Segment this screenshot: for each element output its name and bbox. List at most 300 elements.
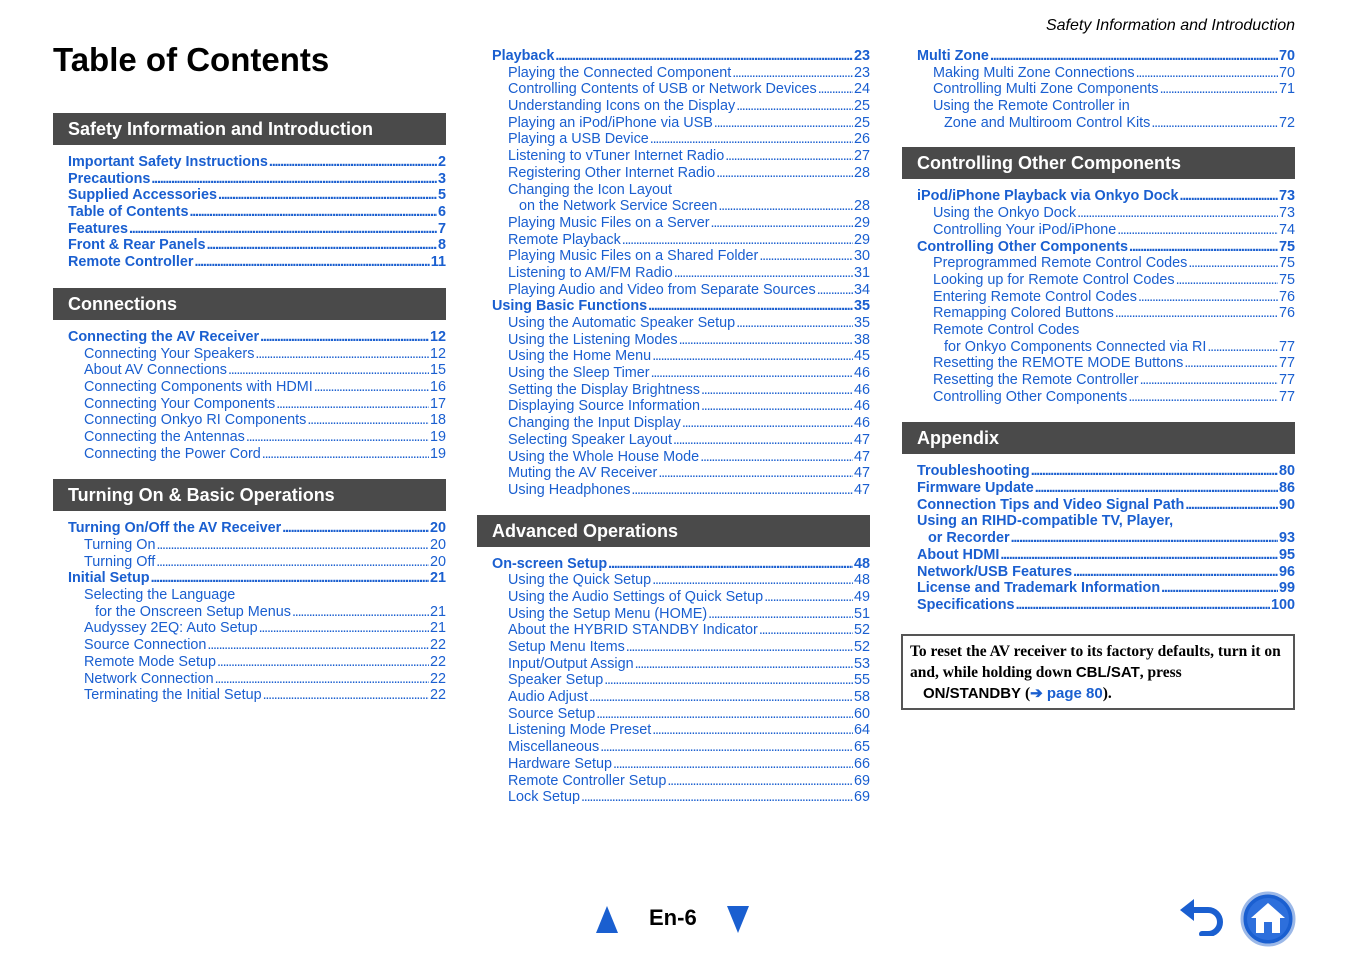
toc-entry-initial-setup[interactable] — [53, 570, 446, 587]
toc-entry-controlling-your-ipod-iphone[interactable] — [902, 222, 1295, 239]
toc-entry-page: 77 — [1278, 388, 1295, 405]
toc-entry-precautions[interactable] — [53, 171, 446, 188]
dot-leader — [596, 706, 853, 723]
toc-entry-label: Playback — [492, 48, 555, 64]
dot-leader — [701, 398, 853, 415]
toc-entry-playing-a-usb-device[interactable] — [477, 131, 870, 148]
toc-entry-connecting-components-with-hdmi[interactable] — [53, 379, 446, 396]
toc-entry-label: Resetting the Remote Controller — [933, 372, 1139, 388]
toc-entry-understanding-icons-on-the-display[interactable] — [477, 98, 870, 115]
toc-entry-page: 21 — [429, 603, 446, 620]
toc-entry-multi-zone[interactable] — [902, 48, 1295, 65]
toc-entry-label: Entering Remote Control Codes — [933, 288, 1137, 305]
dot-leader — [1207, 339, 1278, 356]
dot-leader — [1129, 239, 1278, 256]
toc-entry-selecting-speaker-layout[interactable] — [477, 432, 870, 449]
back-arrow-icon[interactable] — [1180, 896, 1228, 936]
toc-entry-label: Using the Whole House Mode — [508, 448, 700, 465]
dot-leader — [718, 198, 853, 215]
toc-entry-turning-off[interactable] — [53, 554, 446, 571]
toc-entry-playing-music-files-on-a-shared-folder[interactable] — [477, 248, 870, 265]
toc-entry-label: Source Setup — [508, 705, 596, 722]
toc-entry-page: 90 — [1278, 496, 1295, 513]
dot-leader — [1184, 355, 1278, 372]
factory-reset-note — [901, 634, 1295, 710]
toc-entry-preprogrammed-remote-control-codes[interactable] — [902, 255, 1295, 272]
toc-entry-on-screen-setup[interactable] — [477, 556, 870, 573]
toc-entry-turning-on-off-the-av-receiver[interactable] — [53, 520, 446, 537]
toc-entry-label: Changing the Input Display — [508, 415, 681, 432]
toc-entry-network-usb-features[interactable] — [902, 564, 1295, 581]
toc-entry-label: Using the Quick Setup — [508, 572, 652, 589]
toc-entry-using-an-rihd-compatible-tv-player[interactable] — [902, 513, 1295, 530]
toc-entry-about-the-hybrid-standby-indicator[interactable] — [477, 622, 870, 639]
toc-entry-page: 12 — [429, 345, 446, 362]
toc-entry-hardware-setup[interactable] — [477, 756, 870, 773]
toc-entry-connecting-the-antennas[interactable] — [53, 429, 446, 446]
dot-leader — [1138, 289, 1278, 306]
dot-leader — [1000, 547, 1278, 564]
toc-entry-on-the-network-service-screen[interactable] — [477, 198, 870, 215]
dot-leader — [276, 396, 429, 413]
dot-leader — [1035, 480, 1278, 497]
toc-entry-terminating-the-initial-setup[interactable] — [53, 687, 446, 704]
toc-entry-page: 72 — [1278, 114, 1295, 131]
toc-entry-label: Playing the Connected Component — [508, 64, 732, 81]
toc-entry-label: or Recorder — [928, 530, 1010, 547]
toc-entry-page: 35 — [853, 315, 870, 331]
toc-entry-for-the-onscreen-setup-menus[interactable] — [53, 604, 446, 621]
page-up-icon[interactable] — [596, 906, 618, 933]
toc-entry-label: Turning On/Off the AV Receiver — [68, 520, 282, 537]
toc-entry-label: Network/USB Features — [917, 563, 1073, 580]
toc-entry-page: 12 — [429, 328, 446, 345]
dot-leader — [1016, 597, 1270, 614]
toc-entry-label: Using the Automatic Speaker Setup — [508, 315, 736, 331]
dot-leader — [215, 671, 429, 688]
toc-entry-page: 70 — [1278, 48, 1295, 64]
toc-entry-page: 28 — [853, 164, 870, 181]
toc-entry-using-the-automatic-speaker-setup[interactable] — [477, 315, 870, 332]
dot-leader — [1160, 81, 1278, 98]
toc-entry-label: Precautions — [68, 170, 151, 187]
dot-leader — [648, 298, 853, 315]
toc-entry-using-the-whole-house-mode[interactable] — [477, 449, 870, 466]
toc-entry-label: Remote Control Codes — [933, 321, 1080, 338]
toc-entry-page: 53 — [853, 655, 870, 672]
toc-entry-displaying-source-information[interactable] — [477, 398, 870, 415]
toc-section-safety-information-and-introduction — [53, 113, 446, 271]
toc-entry-page: 16 — [429, 378, 446, 395]
dot-leader — [759, 248, 853, 265]
toc-entry-changing-the-icon-layout[interactable] — [477, 182, 870, 199]
toc-entry-connecting-the-power-cord[interactable] — [53, 446, 446, 463]
toc-entry-remote-playback[interactable] — [477, 232, 870, 249]
toc-entry-registering-other-internet-radio[interactable] — [477, 165, 870, 182]
toc-entry-label: Listening to AM/FM Radio — [508, 264, 673, 281]
toc-entry-page: 47 — [853, 431, 870, 448]
toc-entry-page: 7 — [437, 220, 446, 237]
toc-entry-playing-music-files-on-a-server[interactable] — [477, 215, 870, 232]
toc-section-turning-on-basic-operations — [53, 479, 446, 704]
toc-entry-page: 80 — [1278, 463, 1295, 480]
toc-entry-page: 30 — [853, 248, 870, 265]
toc-entry-label: About the HYBRID STANDBY Indicator — [508, 622, 758, 639]
toc-entry-speaker-setup[interactable] — [477, 672, 870, 689]
dot-leader — [1077, 205, 1278, 222]
toc-entry-setup-menu-items[interactable] — [477, 639, 870, 656]
toc-entry-label: Remote Mode Setup — [84, 653, 216, 670]
note-key-on-standby: ON/STANDBY — [923, 685, 1022, 702]
toc-entry-playing-the-connected-component[interactable] — [477, 65, 870, 82]
toc-entry-page: 29 — [853, 231, 870, 248]
toc-entry-specifications[interactable] — [902, 597, 1295, 614]
toc-entry-page: 77 — [1278, 355, 1295, 372]
toc-entry-table-of-contents[interactable] — [53, 204, 446, 221]
toc-entry-page: 66 — [853, 755, 870, 772]
toc-entry-page: 11 — [430, 254, 446, 271]
toc-entry-page: 19 — [429, 445, 446, 462]
toc-entry-page: 69 — [853, 789, 870, 806]
toc-entry-page: 99 — [1278, 580, 1295, 597]
toc-entry-looking-up-for-remote-control-codes[interactable] — [902, 272, 1295, 289]
dot-leader — [307, 412, 429, 429]
dot-leader — [626, 639, 853, 656]
dot-leader — [764, 589, 853, 606]
toc-entry-label: Controlling Contents of USB or Network Devices — [508, 81, 817, 98]
toc-entry-label: Muting the AV Receiver — [508, 465, 658, 482]
toc-entry-page: 100 — [1270, 596, 1295, 613]
toc-section-advanced-operations — [477, 515, 870, 806]
toc-entry-using-the-sleep-timer[interactable] — [477, 365, 870, 382]
toc-entry-label: Controlling Your iPod/iPhone — [933, 221, 1117, 238]
toc-entry-page: 25 — [853, 114, 870, 131]
dot-leader — [673, 432, 853, 449]
toc-entry-page: 74 — [1278, 221, 1295, 238]
toc-entry-label: Displaying Source Information — [508, 398, 700, 415]
toc-entry-label: On-screen Setup — [492, 555, 608, 572]
toc-entry-page: 75 — [1278, 271, 1295, 288]
toc-entry-connecting-your-components[interactable] — [53, 396, 446, 413]
toc-entry-features[interactable] — [53, 221, 446, 238]
dot-leader — [732, 65, 853, 82]
toc-entry-using-the-remote-controller-in[interactable] — [902, 98, 1295, 115]
toc-entry-connecting-the-av-receiver[interactable] — [53, 329, 446, 346]
toc-entry-using-the-listening-modes[interactable] — [477, 332, 870, 349]
toc-entry-connection-tips-and-video-signal-path[interactable] — [902, 497, 1295, 514]
section-heading: Controlling Other Components — [902, 147, 1295, 179]
toc-entry-page: 69 — [853, 772, 870, 789]
dot-leader — [818, 81, 853, 98]
toc-entry-page: 95 — [1278, 546, 1295, 563]
toc-entry-or-recorder[interactable] — [902, 530, 1295, 547]
toc-entry-page: 75 — [1278, 255, 1295, 272]
toc-list — [53, 520, 446, 704]
dot-leader — [1117, 222, 1278, 239]
toc-entry-turning-on[interactable] — [53, 537, 446, 554]
note-page-link[interactable] — [1030, 685, 1103, 702]
toc-entry-muting-the-av-receiver[interactable] — [477, 465, 870, 482]
dot-leader — [652, 572, 853, 589]
toc-entry-controlling-other-components[interactable] — [902, 239, 1295, 256]
toc-entry-setting-the-display-brightness[interactable] — [477, 382, 870, 399]
toc-entry-page: 93 — [1278, 530, 1295, 547]
section-heading: Appendix — [902, 422, 1295, 454]
dot-leader — [736, 315, 853, 332]
section-heading: Connections — [53, 288, 446, 320]
dot-leader — [156, 537, 429, 554]
toc-entry-remote-controller[interactable] — [53, 254, 446, 271]
toc-entry-label: Changing the Icon Layout — [508, 181, 673, 198]
toc-entry-label: Important Safety Instructions — [68, 154, 268, 170]
toc-entry-source-connection[interactable] — [53, 637, 446, 654]
toc-entry-page: 52 — [853, 622, 870, 639]
dot-leader — [701, 382, 853, 399]
toc-entry-label: Table of Contents — [68, 204, 189, 221]
toc-entry-label: Initial Setup — [68, 570, 150, 587]
toc-entry-using-the-home-menu[interactable] — [477, 348, 870, 365]
toc-entry-page: 47 — [853, 465, 870, 482]
toc-entry-audio-adjust[interactable] — [477, 689, 870, 706]
toc-entry-page: 20 — [429, 520, 446, 537]
dot-leader — [246, 429, 429, 446]
toc-entry-label: Playing an iPod/iPhone via USB — [508, 114, 713, 131]
toc-entry-page: 47 — [853, 481, 870, 498]
toc-entry-page: 71 — [1278, 81, 1295, 98]
toc-entry-listening-to-am-fm-radio[interactable] — [477, 265, 870, 282]
toc-entry-making-multi-zone-connections[interactable] — [902, 65, 1295, 82]
toc-entry-remote-mode-setup[interactable] — [53, 654, 446, 671]
dot-leader — [1011, 530, 1278, 547]
toc-entry-page: 19 — [429, 428, 446, 445]
home-icon[interactable] — [1240, 891, 1296, 947]
toc-entry-page: 55 — [853, 672, 870, 689]
toc-entry-page: 15 — [429, 362, 446, 379]
dot-leader — [581, 789, 853, 806]
header-title: Safety Information and Introduction — [1045, 17, 1295, 34]
toc-entry-about-av-connections[interactable] — [53, 362, 446, 379]
toc-entry-listening-to-vtuner-internet-radio[interactable] — [477, 148, 870, 165]
toc-entry-label: Selecting Speaker Layout — [508, 431, 673, 448]
dot-leader — [716, 165, 853, 182]
arrow-right-icon: ➔ — [1030, 685, 1043, 702]
toc-entry-controlling-contents-of-usb-or-network-devices[interactable] — [477, 81, 870, 98]
toc-entry-using-basic-functions[interactable] — [477, 298, 870, 315]
dot-leader — [651, 365, 853, 382]
dot-leader — [228, 362, 429, 379]
dot-leader — [207, 237, 437, 254]
toc-entry-label: Controlling Other Components — [917, 238, 1129, 255]
toc-entry-using-the-audio-settings-of-quick-setup[interactable] — [477, 589, 870, 606]
toc-entry-miscellaneous[interactable] — [477, 739, 870, 756]
toc-entry-label: Using the Audio Settings of Quick Setup — [508, 588, 764, 605]
toc-entry-listening-mode-preset[interactable] — [477, 722, 870, 739]
toc-entry-playing-audio-and-video-from-separate-sources[interactable] — [477, 282, 870, 299]
toc-entry-page: 17 — [429, 395, 446, 412]
dot-leader — [658, 465, 853, 482]
toc-entry-page: 22 — [429, 687, 446, 704]
toc-entry-entering-remote-control-codes[interactable] — [902, 289, 1295, 306]
toc-entry-label: Remote Playback — [508, 231, 621, 248]
toc-list — [902, 188, 1295, 405]
toc-entry-resetting-the-remote-controller[interactable] — [902, 372, 1295, 389]
toc-entry-label: Registering Other Internet Radio — [508, 164, 716, 181]
section-heading: Turning On & Basic Operations — [53, 479, 446, 511]
dot-leader — [269, 154, 437, 171]
toc-entry-zone-and-multiroom-control-kits[interactable] — [902, 115, 1295, 132]
toc-entry-page: 25 — [853, 98, 870, 115]
toc-entry-connecting-onkyo-ri-components[interactable] — [53, 412, 446, 429]
dot-leader — [259, 620, 429, 637]
toc-entry-firmware-update[interactable] — [902, 480, 1295, 497]
toc-entry-using-the-onkyo-dock[interactable] — [902, 205, 1295, 222]
toc-entry-input-output-assign[interactable] — [477, 656, 870, 673]
toc-entry-important-safety-instructions[interactable] — [53, 154, 446, 171]
toc-entry-page: 47 — [853, 448, 870, 465]
toc-entry-label: Playing Audio and Video from Separate Sources — [508, 281, 816, 298]
toc-entry-page: 48 — [853, 555, 870, 572]
toc-section-appendix — [902, 422, 1295, 613]
toc-entry-supplied-accessories[interactable] — [53, 187, 446, 204]
toc-entry-connecting-your-speakers[interactable] — [53, 346, 446, 363]
toc-list — [477, 556, 870, 806]
toc-entry-label: Resetting the REMOTE MODE Buttons — [933, 355, 1184, 372]
toc-entry-label: Turning On — [84, 537, 156, 553]
dot-leader — [314, 379, 429, 396]
dot-leader — [1180, 188, 1278, 205]
toc-entry-label: Remote Controller Setup — [508, 772, 667, 789]
toc-entry-page: 60 — [853, 705, 870, 722]
toc-entry-playing-an-ipod-iphone-via-usb[interactable] — [477, 115, 870, 132]
section-heading: Advanced Operations — [477, 515, 870, 547]
toc-entry-using-the-quick-setup[interactable] — [477, 572, 870, 589]
toc-entry-controlling-multi-zone-components[interactable] — [902, 81, 1295, 98]
toc-entry-lock-setup[interactable] — [477, 789, 870, 806]
dot-leader — [679, 332, 853, 349]
toc-entry-page: 46 — [853, 365, 870, 382]
dot-leader — [613, 756, 853, 773]
toc-entry-selecting-the-language[interactable] — [53, 587, 446, 604]
toc-entry-page: 48 — [853, 572, 870, 589]
toc-entry-controlling-other-components[interactable] — [902, 389, 1295, 406]
toc-entry-label: Audyssey 2EQ: Auto Setup — [84, 620, 258, 637]
toc-entry-page: 46 — [853, 398, 870, 415]
toc-entry-label: Turning Off — [84, 553, 156, 570]
toc-entry-page: 38 — [853, 331, 870, 348]
toc-entry-label: Supplied Accessories — [68, 187, 218, 204]
toc-entry-label: Understanding Icons on the Display — [508, 98, 736, 115]
toc-entry-about-hdmi[interactable] — [902, 547, 1295, 564]
toc-entry-page: 18 — [429, 412, 446, 429]
dot-leader — [151, 570, 429, 587]
toc-entry-label: Looking up for Remote Control Codes — [933, 271, 1175, 288]
toc-entry-label: Connection Tips and Video Signal Path — [917, 496, 1185, 513]
toc-column-1 — [53, 113, 446, 721]
toc-entry-page: 6 — [437, 204, 446, 221]
toc-entry-label: Listening to vTuner Internet Radio — [508, 148, 725, 165]
toc-entry-page: 5 — [437, 187, 446, 204]
toc-entry-page: 46 — [853, 415, 870, 432]
toc-entry-page: 23 — [853, 64, 870, 81]
toc-entry-front-rear-panels[interactable] — [53, 237, 446, 254]
toc-entry-label: Network Connection — [84, 670, 214, 687]
toc-entry-page: 22 — [429, 670, 446, 687]
toc-entry-label: Source Connection — [84, 637, 207, 654]
toc-section-controlling-other-components — [902, 147, 1295, 405]
toc-entry-label: Audio Adjust — [508, 689, 589, 706]
toc-entry-source-setup[interactable] — [477, 706, 870, 723]
dot-leader — [1073, 564, 1278, 581]
toc-entry-label: About HDMI — [917, 546, 1000, 563]
toc-entry-using-headphones[interactable] — [477, 482, 870, 499]
dot-leader — [1161, 580, 1278, 597]
toc-entry-page: 34 — [853, 281, 870, 298]
toc-entry-using-the-setup-menu-home[interactable] — [477, 606, 870, 623]
toc-entry-label: Front & Rear Panels — [68, 237, 206, 254]
toc-list — [902, 48, 1295, 131]
toc-entry-label: Connecting Your Speakers — [84, 345, 255, 362]
toc-entry-label: Using the Remote Controller in — [933, 98, 1130, 115]
dot-leader — [151, 171, 437, 188]
dot-leader — [652, 348, 853, 365]
toc-entry-changing-the-input-display[interactable] — [477, 415, 870, 432]
dot-leader — [759, 622, 853, 639]
toc-entry-page: 2 — [437, 154, 446, 170]
page-down-icon[interactable] — [727, 906, 749, 933]
toc-entry-remote-controller-setup[interactable] — [477, 773, 870, 790]
toc-entry-resetting-the-remote-mode-buttons[interactable] — [902, 355, 1295, 372]
toc-entry-license-and-trademark-information[interactable] — [902, 580, 1295, 597]
toc-entry-troubleshooting[interactable] — [902, 463, 1295, 480]
dot-leader — [156, 554, 429, 571]
toc-entry-page: 23 — [853, 48, 870, 64]
toc-column-3 — [902, 48, 1295, 631]
toc-entry-audyssey-2eq-auto-setup[interactable] — [53, 620, 446, 637]
toc-entry-for-onkyo-components-connected-via-ri[interactable] — [902, 339, 1295, 356]
toc-entry-label: Zone and Multiroom Control Kits — [944, 114, 1151, 131]
toc-entry-label: Specifications — [917, 596, 1015, 613]
toc-entry-label: Connecting Components with HDMI — [84, 378, 313, 395]
toc-entry-page: 29 — [853, 214, 870, 231]
toc-entry-page: 75 — [1278, 238, 1295, 255]
toc-list — [902, 463, 1295, 613]
toc-entry-ipod-iphone-playback-via-onkyo-dock[interactable] — [902, 188, 1295, 205]
toc-entry-label: Controlling Other Components — [933, 388, 1128, 405]
dot-leader — [263, 687, 429, 704]
dot-leader — [1115, 305, 1278, 322]
dot-leader — [1188, 255, 1278, 272]
toc-entry-label: Connecting the Antennas — [84, 428, 245, 445]
dot-leader — [555, 48, 853, 65]
toc-entry-playback[interactable] — [477, 48, 870, 65]
toc-entry-remote-control-codes[interactable] — [902, 322, 1295, 339]
toc-entry-network-connection[interactable] — [53, 671, 446, 688]
dot-leader — [189, 204, 437, 221]
dot-leader — [207, 637, 429, 654]
dot-leader — [255, 346, 429, 363]
toc-entry-page: 20 — [429, 537, 446, 553]
toc-entry-label: Playing Music Files on a Shared Folder — [508, 248, 759, 265]
toc-entry-label: on the Network Service Screen — [519, 198, 718, 215]
note-paren-close: ). — [1102, 685, 1112, 702]
note-text-2: , press — [1139, 664, 1182, 681]
toc-entry-label: Firmware Update — [917, 480, 1034, 497]
dot-leader — [292, 604, 429, 621]
page-number: En-6 — [649, 905, 697, 930]
dot-leader — [650, 131, 853, 148]
toc-entry-label: Preprogrammed Remote Control Codes — [933, 255, 1188, 272]
toc-entry-remapping-colored-buttons[interactable] — [902, 305, 1295, 322]
